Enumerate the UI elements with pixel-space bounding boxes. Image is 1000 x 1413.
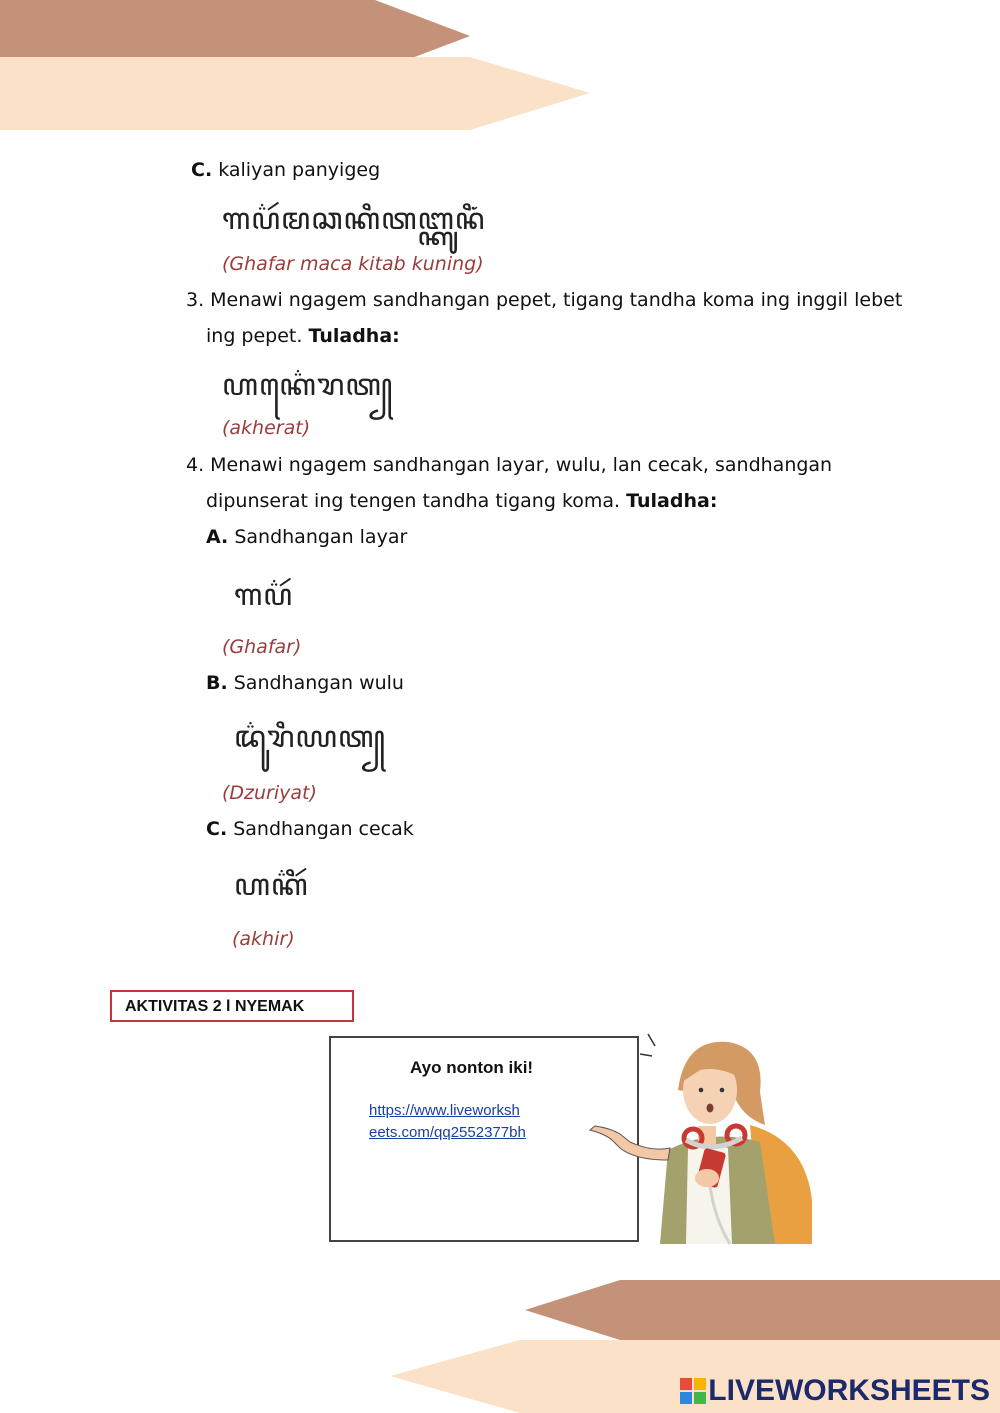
caption-dzuriyat: (Dzuriyat)	[222, 782, 317, 804]
item-letter: C.	[191, 159, 213, 181]
item-letter: A.	[206, 526, 229, 548]
sub-item-cecak	[206, 817, 414, 841]
video-link-line2[interactable]: eets.com/qq2552377bh	[369, 1124, 526, 1141]
video-link-line1[interactable]: https://www.liveworksh	[369, 1102, 520, 1119]
item-text: Sandhangan cecak	[233, 818, 414, 840]
item-text: kaliyan panyigeg	[218, 159, 381, 181]
item-text: Sandhangan wulu	[233, 672, 404, 694]
girl-illustration-svg	[560, 1030, 820, 1246]
javanese-script-akherat: ꦲꦏ꦳ꦺꦫꦠ꧀	[222, 368, 394, 403]
javanese-script-dzuriyat: ꦢ꦳ꦸꦫꦶꦪꦠ꧀	[234, 720, 387, 755]
caption-ghafar-maca: (Ghafar maca kitab kuning)	[222, 253, 484, 275]
point-4-line1: 4. Menawi ngagem sandhangan layar, wulu, lan cecak, sandhangan	[186, 454, 833, 476]
sub-item-wulu	[206, 671, 404, 695]
item-letter: B.	[206, 672, 228, 694]
point-4-text: dipunserat ing tengen tandha tigang koma.	[206, 490, 621, 512]
tuladha-label: Tuladha:	[626, 490, 718, 512]
logo-text: LIVEWORKSHEETS	[708, 1374, 990, 1407]
logo-mark-icon	[680, 1378, 706, 1404]
caption-ghafar: (Ghafar)	[222, 636, 302, 658]
video-title: Ayo nonton iki!	[410, 1058, 534, 1077]
point-3-line2	[206, 324, 400, 348]
javanese-script-ghafar-maca: ꦒꦥ꦳ꦂꦩꦕꦏꦶꦠꦧ꧀ꦏꦸꦤꦶꦁ	[222, 202, 486, 237]
item-letter: C.	[206, 818, 228, 840]
item-c-panyigeg	[191, 158, 380, 182]
point-3-line1: 3. Menawi ngagem sandhangan pepet, tigang tandha koma ing inggil lebet	[186, 289, 903, 311]
point-4-line2	[206, 489, 717, 513]
caption-akherat: (akherat)	[222, 417, 311, 439]
item-text: Sandhangan layar	[234, 526, 408, 548]
top-banner	[0, 0, 600, 130]
girl-illustration	[560, 1030, 820, 1250]
liveworksheets-logo	[680, 1374, 990, 1408]
point-3-text: ing pepet.	[206, 325, 303, 347]
caption-akhir: (akhir)	[232, 928, 295, 950]
top-banner-shape	[0, 0, 600, 130]
aktivitas-label: AKTIVITAS 2 l NYEMAK	[110, 990, 354, 1022]
javanese-script-akhir: ꦲꦏ꦳ꦶꦂ	[234, 868, 309, 903]
tuladha-label: Tuladha:	[308, 325, 400, 347]
sub-item-layar	[206, 525, 407, 549]
javanese-script-ghafar: ꦒꦥ꦳ꦂ	[234, 578, 294, 613]
